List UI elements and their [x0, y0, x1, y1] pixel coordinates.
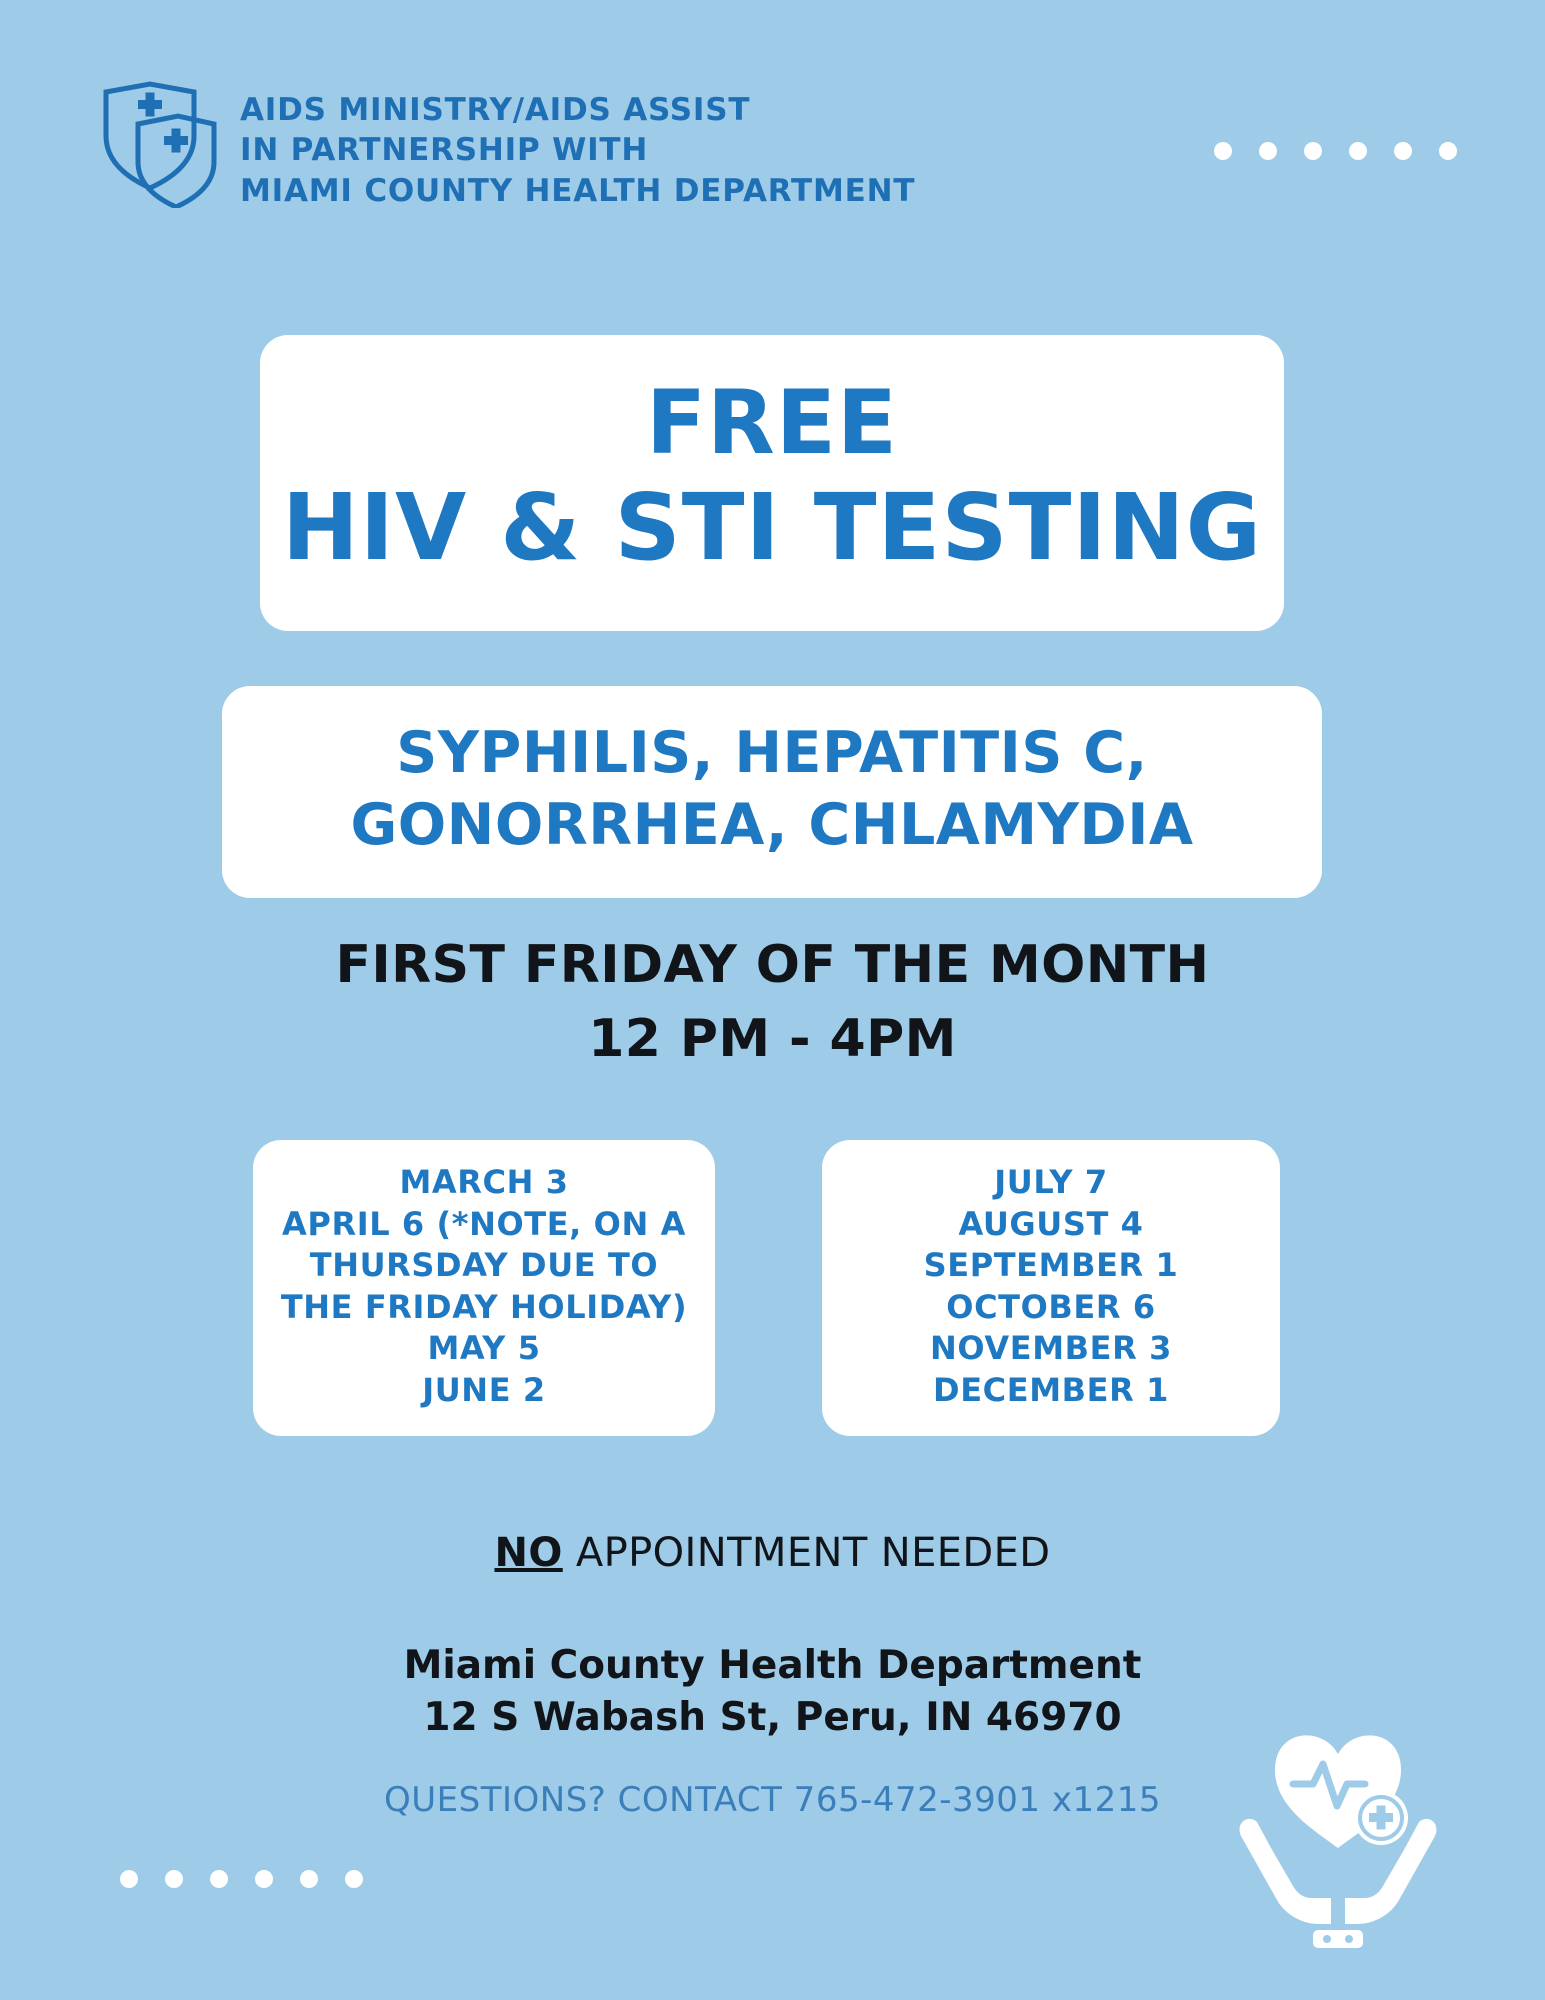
no-appointment-note — [0, 1530, 1545, 1576]
decor-dot — [345, 1870, 363, 1888]
decor-dot — [1214, 142, 1232, 160]
date-line: JUNE 2 — [422, 1370, 546, 1409]
decor-dot — [1259, 142, 1277, 160]
hands-holding-heart-icon — [1213, 1702, 1463, 1952]
decor-dot — [165, 1870, 183, 1888]
date-line: APRIL 6 (*NOTE, ON A — [282, 1204, 686, 1243]
date-line: SEPTEMBER 1 — [923, 1246, 1179, 1285]
questions-contact: QUESTIONS? CONTACT 765-472-3901 x1215 — [384, 1780, 1161, 1820]
schedule-block — [0, 935, 1545, 1069]
sti-line-2: GONORRHEA, CHLAMYDIA — [350, 791, 1194, 858]
title-main: HIV & STI TESTING — [281, 474, 1263, 582]
schedule-time: 12 PM - 4PM — [588, 1009, 957, 1069]
dates-card-left — [253, 1140, 715, 1436]
date-line: THE FRIDAY HOLIDAY) — [280, 1287, 688, 1326]
no-appointment-rest: APPOINTMENT NEEDED — [562, 1530, 1051, 1576]
date-line: AUGUST 4 — [958, 1204, 1144, 1243]
decor-dots-bottom-left — [120, 1870, 363, 1888]
date-line: DECEMBER 1 — [933, 1370, 1169, 1409]
decor-dot — [1439, 142, 1457, 160]
title-card — [260, 335, 1284, 631]
date-line: MARCH 3 — [399, 1163, 569, 1201]
address-line-2: 12 S Wabash St, Peru, IN 46970 — [423, 1694, 1122, 1740]
decor-dot — [1304, 142, 1322, 160]
date-line: JULY 7 — [994, 1163, 1108, 1201]
decor-dot — [120, 1870, 138, 1888]
sti-list-card — [222, 686, 1322, 898]
decor-dots-top-right — [1214, 142, 1457, 160]
decor-dot — [210, 1870, 228, 1888]
header-line-2: IN PARTNERSHIP WITH — [240, 132, 649, 169]
poster-header — [98, 78, 915, 211]
medical-shield-icon — [98, 78, 218, 208]
header-line-3: MIAMI COUNTY HEALTH DEPARTMENT — [240, 172, 916, 209]
address-line-1: Miami County Health Department — [403, 1643, 1142, 1688]
decor-dot — [300, 1870, 318, 1888]
header-org-lines — [240, 78, 915, 211]
decor-dot — [255, 1870, 273, 1888]
no-appointment-emphasis: NO — [494, 1530, 563, 1576]
sti-line-1: SYPHILIS, HEPATITIS C, — [396, 720, 1148, 786]
date-line: THURSDAY DUE TO — [309, 1246, 659, 1285]
schedule-day: FIRST FRIDAY OF THE MONTH — [335, 935, 1210, 995]
title-free: FREE — [645, 371, 899, 474]
date-line: MAY 5 — [427, 1329, 541, 1368]
header-line-1: AIDS MINISTRY/AIDS ASSIST — [240, 92, 751, 128]
date-line: NOVEMBER 3 — [930, 1329, 1172, 1368]
dates-card-right — [822, 1140, 1280, 1436]
decor-dot — [1394, 142, 1412, 160]
decor-dot — [1349, 142, 1367, 160]
date-line: OCTOBER 6 — [946, 1287, 1156, 1326]
